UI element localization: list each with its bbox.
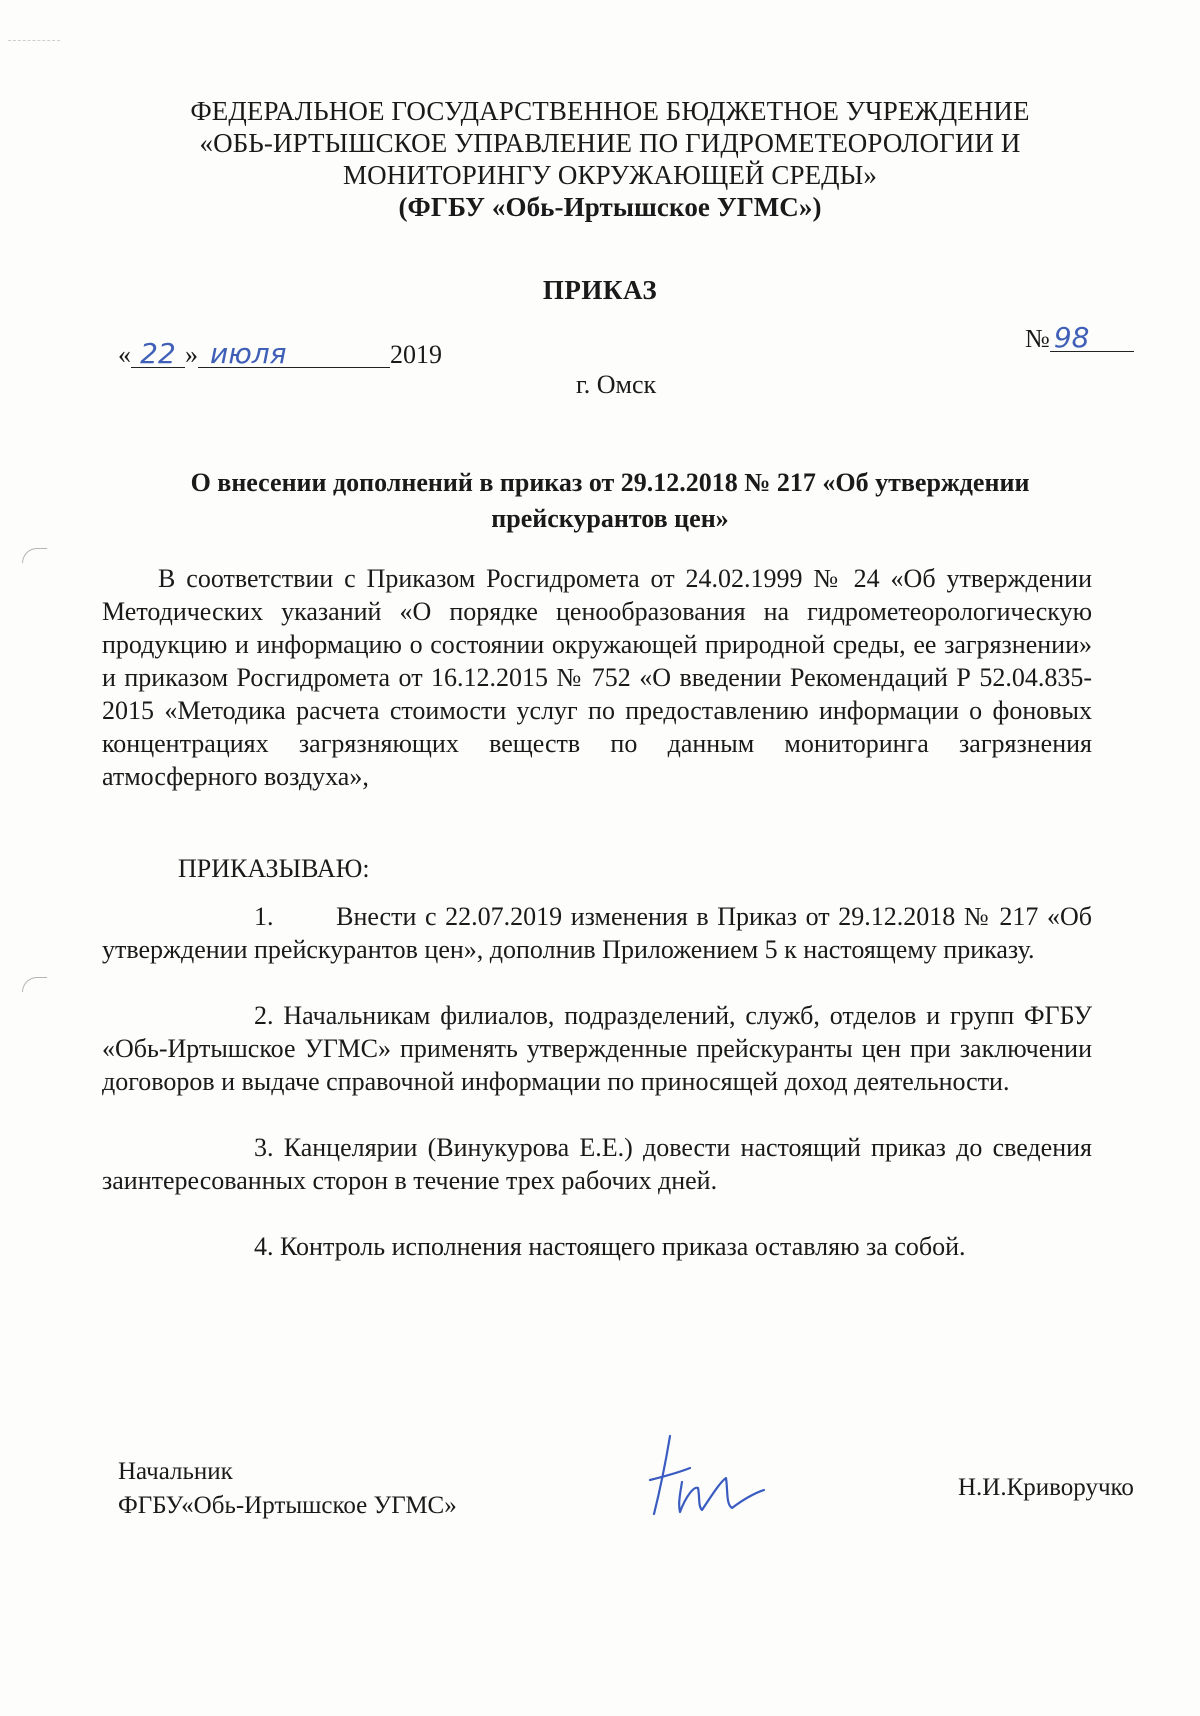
order-item (102, 900, 1092, 966)
item-number: 1. (254, 902, 274, 931)
subject-line-1: О внесении дополнений в приказ от 29.12.2018 № 217 «Об утверждении (190, 468, 1030, 497)
order-item (102, 1230, 1092, 1263)
number-sign: № (1025, 324, 1050, 353)
signer-name: Н.И.Криворучко (958, 1474, 1134, 1501)
signer-position-line-1: Начальник (118, 1458, 233, 1485)
header-line-3: МОНИТОРИНГУ ОКРУЖАЮЩЕЙ СРЕДЫ» (343, 160, 877, 190)
date-month: июля (198, 341, 390, 368)
document-type: ПРИКАЗ (542, 275, 658, 305)
subject-line-2: прейскурантов цен» (491, 504, 729, 533)
document-number (1025, 321, 1134, 354)
header-line-1: ФЕДЕРАЛЬНОЕ ГОСУДАРСТВЕННОЕ БЮДЖЕТНОЕ УЧРЕЖДЕНИЕ (190, 96, 1030, 126)
item-text: Внести с 22.07.2019 изменения в Приказ от 29.12.2018 № 217 «Об утверждении прейскурантов цен», дополнив Приложением 5 к настоящему приказу. (102, 902, 1092, 964)
number-value: 98 (1050, 325, 1134, 352)
signer-position (118, 1455, 457, 1523)
document-subject (140, 465, 1080, 537)
handwritten-signature (640, 1432, 770, 1522)
order-item (102, 999, 1092, 1098)
item-text: Канцелярии (Винукурова Е.Е.) довести настоящий приказ до сведения заинтересованных сторон в течение трех рабочих дней. (102, 1133, 1092, 1195)
organization-header (130, 95, 1090, 223)
item-number: 3. (254, 1133, 274, 1162)
document-date (118, 337, 442, 370)
hole-punch-mark (22, 977, 47, 992)
decree-word: ПРИКАЗЫВАЮ: (178, 854, 370, 883)
date-year: 2019 (390, 340, 442, 369)
item-number: 4. (254, 1232, 274, 1261)
scan-artifact (8, 40, 60, 43)
hole-punch-mark (22, 548, 47, 563)
organization-short-name: (ФГБУ «Обь-Иртышское УГМС») (398, 192, 822, 222)
order-item (102, 1131, 1092, 1197)
city: г. Омск (576, 370, 657, 399)
item-number: 2. (254, 1001, 274, 1030)
signer-position-line-2: ФГБУ«Обь-Иртышское УГМС» (118, 1492, 457, 1519)
preamble-paragraph: В соответствии с Приказом Росгидромета от 24.02.1999 № 24 «Об утверждении Методических указаний «О порядке ценообразования на гидрометеорологическую продукцию и информацию о состоянии окружающей природной среды, ее загрязнении» и приказом Росгидромета от 16.12.2015 № 752 «О введении Рекомендаций Р 52.04.835-2015 «Методика расчета стоимости услуг по предоставлению информации о фоновых концентрациях загрязняющих веществ по данным мониторинга загрязнения атмосферного воздуха», (102, 564, 1092, 791)
item-text: Начальникам филиалов, подразделений, служб, отделов и групп ФГБУ «Обь-Иртышское УГМС» применять утвержденные прейскуранты цен при заключении договоров и выдаче справочной информации по приносящей доход деятельности. (102, 1001, 1093, 1096)
header-line-2: «ОБЬ-ИРТЫШСКОЕ УПРАВЛЕНИЕ ПО ГИДРОМЕТЕОРОЛОГИИ И (199, 128, 1021, 158)
date-open-quote: « (118, 340, 131, 369)
signature-stroke (650, 1436, 764, 1514)
date-day: 22 (131, 341, 185, 368)
date-close-quote: » (185, 340, 198, 369)
item-text: Контроль исполнения настоящего приказа оставляю за собой. (280, 1232, 966, 1261)
order-items (102, 900, 1092, 1296)
